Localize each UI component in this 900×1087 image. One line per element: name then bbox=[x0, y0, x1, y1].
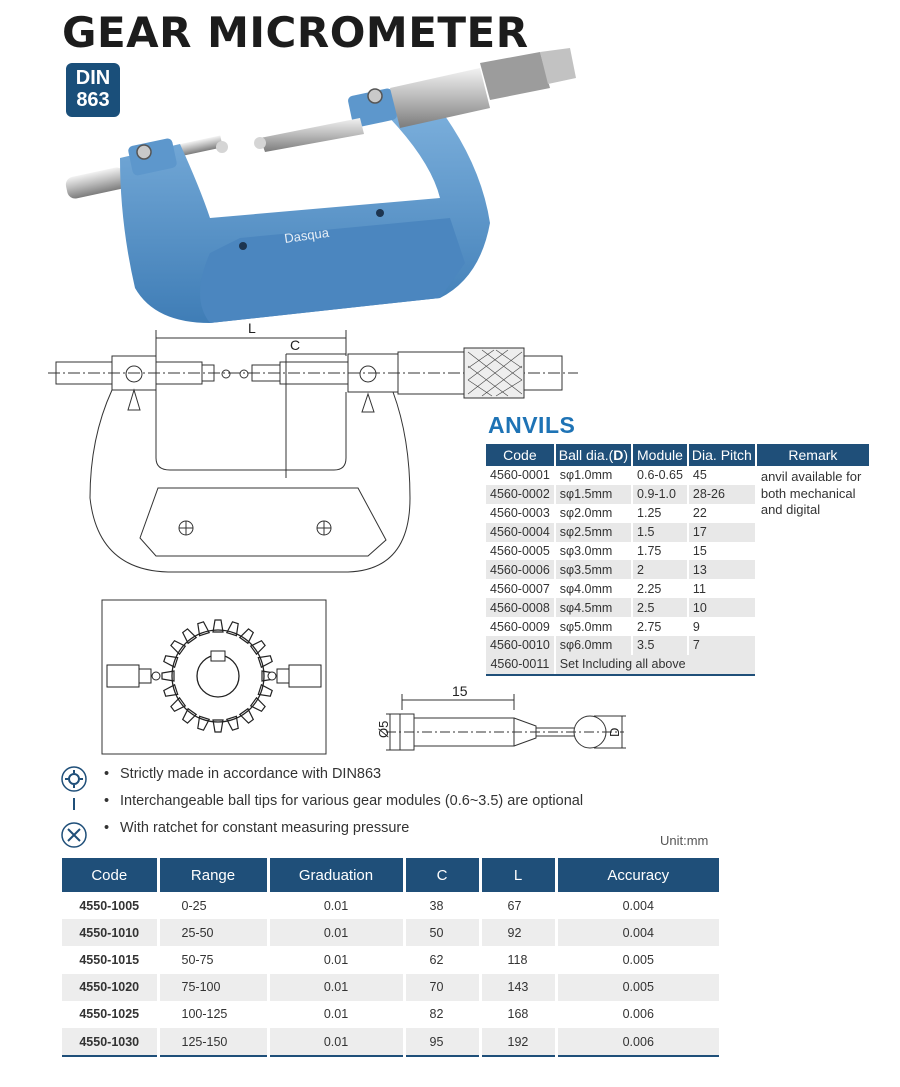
gear-diagram bbox=[101, 599, 327, 755]
din-badge-line1: DIN bbox=[75, 67, 111, 89]
anvil-cell-pitch: 17 bbox=[688, 523, 756, 542]
anvils-title: ANVILS bbox=[488, 412, 576, 438]
anvil-cell-module: 1.75 bbox=[632, 542, 688, 561]
spec-cell-code: 4550-1030 bbox=[62, 1028, 158, 1056]
spec-cell-c: 82 bbox=[404, 1001, 480, 1028]
feature-item-1: • Strictly made in accordance with DIN863 bbox=[104, 766, 382, 782]
specs-header-graduation: Graduation bbox=[268, 858, 404, 892]
spec-cell-code: 4550-1015 bbox=[79, 952, 140, 967]
anvil-cell-ball: sφ2.5mm bbox=[555, 523, 632, 542]
specs-header-l: L bbox=[480, 858, 556, 892]
anvil-cell-ball: sφ4.0mm bbox=[555, 579, 632, 598]
anvil-cell-pitch: 22 bbox=[688, 504, 756, 523]
spec-cell-code: 4550-1025 bbox=[79, 1007, 140, 1022]
spec-cell-accuracy: 0.005 bbox=[556, 974, 719, 1001]
spec-row bbox=[62, 892, 719, 919]
anvil-cell-code: 4560-0009 bbox=[490, 619, 550, 634]
spec-cell-c: 38 bbox=[404, 892, 480, 919]
anvil-cell-pitch: 9 bbox=[688, 617, 756, 636]
anvils-header-ball: Ball dia.(D) bbox=[555, 444, 632, 466]
spec-cell-accuracy: 0.005 bbox=[556, 946, 719, 973]
anvil-cell-ball: sφ1.5mm bbox=[555, 485, 632, 504]
feature-item-2: • Interchangeable ball tips for various gear modules (0.6~3.5) are optional bbox=[104, 793, 584, 809]
anvil-cell-ball: sφ3.5mm bbox=[555, 560, 632, 579]
spec-cell-graduation: 0.01 bbox=[268, 1001, 404, 1028]
anvil-cell-ball: sφ3.0mm bbox=[555, 542, 632, 561]
brand-logo: Dasqua bbox=[283, 224, 330, 246]
anvil-cell-code: 4560-0003 bbox=[490, 506, 550, 521]
anvil-cell-code: 4560-0010 bbox=[486, 636, 555, 655]
spec-cell-l: 67 bbox=[480, 892, 556, 919]
spec-cell-code: 4550-1005 bbox=[79, 898, 140, 913]
spec-cell-l: 143 bbox=[480, 974, 556, 1001]
spec-cell-code: 4550-1010 bbox=[62, 919, 158, 946]
anvil-cell-module: 0.9-1.0 bbox=[632, 485, 688, 504]
anvil-cell-module: 3.5 bbox=[632, 636, 688, 655]
spec-row bbox=[62, 1028, 719, 1056]
anvil-cell-pitch: 28-26 bbox=[688, 485, 756, 504]
spec-cell-range: 25-50 bbox=[158, 919, 268, 946]
anvil-cell-module: 2 bbox=[632, 560, 688, 579]
specs-header-c: C bbox=[404, 858, 480, 892]
anvil-cell-code: 4560-0008 bbox=[486, 598, 555, 617]
spec-cell-range: 50-75 bbox=[158, 946, 268, 973]
anvil-cell-code: 4560-0007 bbox=[490, 581, 550, 596]
spec-cell-code: 4550-1020 bbox=[62, 974, 158, 1001]
spec-cell-l: 92 bbox=[480, 919, 556, 946]
label-C: C bbox=[290, 337, 301, 353]
anvil-cell-module: 2.5 bbox=[632, 598, 688, 617]
anvils-header-module: Module bbox=[632, 444, 688, 466]
spec-row bbox=[62, 974, 719, 1001]
spec-cell-graduation: 0.01 bbox=[268, 974, 404, 1001]
anvil-cell-code: 4560-0005 bbox=[490, 544, 550, 558]
page-title: GEAR MICROMETER bbox=[62, 8, 529, 57]
anvil-cell-module: 2.25 bbox=[632, 579, 688, 598]
anvil-drawing bbox=[364, 680, 639, 760]
anvil-cell-ball: sφ2.0mm bbox=[555, 504, 632, 523]
anvil-cell-module: 1.5 bbox=[632, 523, 688, 542]
anvil-cell-module: 0.6-0.65 bbox=[632, 466, 688, 485]
spec-cell-accuracy: 0.004 bbox=[556, 892, 719, 919]
spec-cell-c: 95 bbox=[404, 1028, 480, 1056]
spec-cell-c: 62 bbox=[404, 946, 480, 973]
din-badge-line2: 863 bbox=[76, 89, 110, 111]
anvil-set-code: 4560-0011 bbox=[486, 655, 555, 675]
anvil-cell-pitch: 11 bbox=[688, 579, 756, 598]
anvil-cell-ball: sφ1.0mm bbox=[555, 466, 632, 485]
label-15: 15 bbox=[452, 683, 468, 699]
spec-cell-range: 0-25 bbox=[158, 892, 268, 919]
product-photo bbox=[60, 48, 590, 328]
anvil-cell-module: 1.25 bbox=[632, 504, 688, 523]
anvil-cell-pitch: 45 bbox=[688, 466, 756, 485]
anvil-cell-ball: sφ4.5mm bbox=[555, 598, 632, 617]
spec-cell-graduation: 0.01 bbox=[268, 919, 404, 946]
specs-table bbox=[62, 858, 719, 1057]
spec-cell-l: 192 bbox=[480, 1028, 556, 1056]
spec-cell-c: 70 bbox=[404, 974, 480, 1001]
feature-item-3: • With ratchet for constant measuring pressure bbox=[104, 820, 410, 836]
anvils-header-code: Code bbox=[486, 444, 555, 466]
spec-cell-accuracy: 0.006 bbox=[556, 1001, 719, 1028]
anvils-header-remark: Remark bbox=[756, 444, 869, 466]
anvil-cell-code: 4560-0006 bbox=[486, 560, 555, 579]
spec-cell-c: 50 bbox=[404, 919, 480, 946]
spec-row bbox=[62, 946, 719, 973]
spec-cell-accuracy: 0.006 bbox=[556, 1028, 719, 1056]
spec-row bbox=[62, 919, 719, 946]
label-L: L bbox=[248, 320, 256, 336]
unit-label: Unit:mm bbox=[660, 833, 709, 848]
spec-cell-graduation: 0.01 bbox=[268, 892, 404, 919]
anvil-cell-code: 4560-0004 bbox=[486, 523, 555, 542]
spec-cell-accuracy: 0.004 bbox=[556, 919, 719, 946]
anvil-row bbox=[486, 466, 869, 485]
anvil-cell-ball: sφ5.0mm bbox=[555, 617, 632, 636]
spec-cell-l: 118 bbox=[480, 946, 556, 973]
anvil-cell-ball: sφ6.0mm bbox=[555, 636, 632, 655]
anvil-cell-pitch: 13 bbox=[688, 560, 756, 579]
spec-cell-graduation: 0.01 bbox=[268, 1028, 404, 1056]
anvil-cell-pitch: 10 bbox=[688, 598, 756, 617]
anvils-table bbox=[486, 444, 869, 676]
anvil-cell-code: 4560-0002 bbox=[486, 485, 555, 504]
spec-row bbox=[62, 1001, 719, 1028]
label-D: D bbox=[607, 727, 622, 737]
spec-cell-range: 125-150 bbox=[158, 1028, 268, 1056]
spec-cell-range: 75-100 bbox=[158, 974, 268, 1001]
spec-cell-l: 168 bbox=[480, 1001, 556, 1028]
spec-cell-graduation: 0.01 bbox=[268, 946, 404, 973]
anvil-cell-pitch: 15 bbox=[688, 542, 756, 561]
anvil-set-text: Set Including all above bbox=[555, 655, 756, 675]
anvil-remark: anvil available for both mechanical and digital bbox=[756, 466, 869, 675]
anvil-cell-module: 2.75 bbox=[632, 617, 688, 636]
label-dia5: Ø5 bbox=[376, 720, 391, 738]
feature-icons bbox=[60, 766, 94, 854]
specs-header-code: Code bbox=[62, 858, 158, 892]
specs-header-range: Range bbox=[158, 858, 268, 892]
anvil-cell-pitch: 7 bbox=[688, 636, 756, 655]
spec-cell-range: 100-125 bbox=[158, 1001, 268, 1028]
anvil-cell-code: 4560-0001 bbox=[490, 468, 550, 483]
specs-header-accuracy: Accuracy bbox=[556, 858, 719, 892]
anvils-header-pitch: Dia. Pitch bbox=[688, 444, 756, 466]
